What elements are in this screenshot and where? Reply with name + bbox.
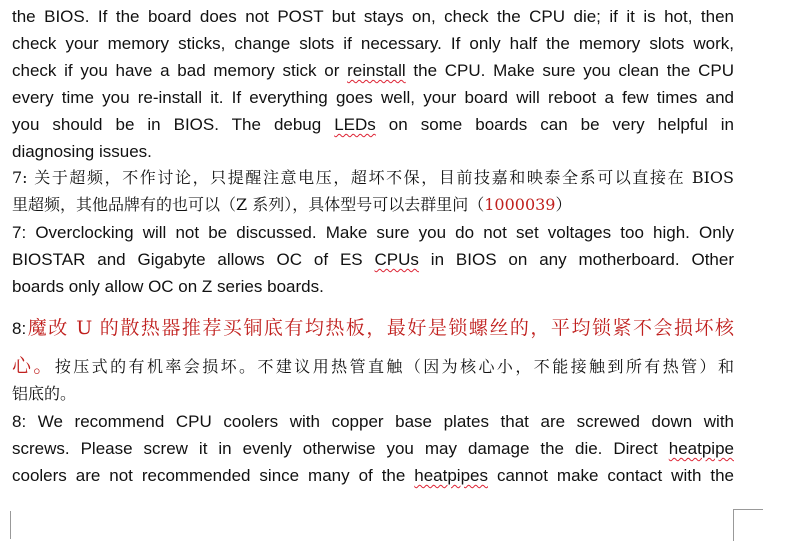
text-line xyxy=(12,6,734,28)
highlight-run: 魔改 U 的散热器推荐买铜底有均热板，最好是锁螺丝的，平均锁紧不会损坏核 xyxy=(26,317,734,339)
text-line xyxy=(12,383,734,405)
text-run: you should be in BIOS. The debug xyxy=(12,115,335,134)
text-run: BIOSTAR and Gigabyte allows OC of ES xyxy=(12,250,375,269)
text-run: boards only allow OC on Z series boards. xyxy=(12,277,324,296)
text-line xyxy=(12,438,734,460)
text-run: 8: xyxy=(12,319,27,338)
text-run: the CPU. Make sure you clean the CPU xyxy=(405,61,734,80)
text-line xyxy=(12,465,734,487)
group-number: 1000039 xyxy=(484,195,556,214)
page-corner-mark-right xyxy=(733,509,763,510)
text-run: in BIOS on any motherboard. Other xyxy=(418,250,734,269)
text-line xyxy=(12,114,734,136)
page-corner-mark-right-vertical xyxy=(733,509,734,541)
text-line xyxy=(12,87,734,109)
text-line xyxy=(12,355,734,378)
text-run: coolers are not recommended since many of the xyxy=(12,466,415,485)
spellcheck-word[interactable]: heatpipe xyxy=(668,439,734,458)
text-run: check your memory sticks, change slots if necessary. If only half the memory slots work, xyxy=(12,34,734,53)
text-run: every time you re-install it. If everything goes well, your board will reboot a few times and xyxy=(12,88,734,107)
text-run: check if you have a bad memory stick or xyxy=(12,61,348,80)
text-line xyxy=(12,276,734,298)
spellcheck-word[interactable]: CPUs xyxy=(374,250,419,269)
spellcheck-word[interactable]: heatpipes xyxy=(414,466,488,485)
text-line xyxy=(12,167,734,189)
text-line xyxy=(12,194,734,216)
text-run: on some boards can be very helpful in xyxy=(375,115,734,134)
spellcheck-word[interactable]: reinstall xyxy=(347,61,406,80)
text-run: the BIOS. If the board does not POST but stays on, check the CPU die; if it is hot, then xyxy=(12,7,734,26)
text-line xyxy=(12,222,734,244)
text-run: ） xyxy=(555,195,572,214)
text-line xyxy=(12,60,734,82)
spellcheck-word[interactable]: LEDs xyxy=(334,115,376,134)
text-run: 7: Overclocking will not be discussed. Make sure you do not set voltages too high. Only xyxy=(12,223,734,242)
page-corner-mark-left xyxy=(10,511,11,539)
highlight-run: 心。 xyxy=(12,355,55,377)
text-line xyxy=(12,141,734,163)
text-run: screws. Please screw it in evenly otherwise you may damage the die. Direct xyxy=(12,439,669,458)
text-run: 按压式的有机率会损坏。不建议用热管直触（因为核心小，不能接触到所有热管）和 xyxy=(54,357,734,376)
text-run: cannot make contact with the xyxy=(488,466,734,485)
text-run: diagnosing issues. xyxy=(12,142,152,161)
text-run: 铝底的。 xyxy=(12,384,77,403)
text-line xyxy=(12,33,734,55)
text-run: 8: We recommend CPU coolers with copper base plates that are screwed down with xyxy=(12,412,734,431)
text-line xyxy=(12,411,734,433)
text-run: 里超频，其他品牌有的也可以（Z 系列），具体型号可以去群里问（ xyxy=(12,195,485,214)
text-run: 7: 关于超频，不作讨论，只提醒注意电压，超坏不保，目前技嘉和映泰全系可以直接在 BIOS xyxy=(12,168,734,187)
text-line xyxy=(12,314,734,343)
text-line xyxy=(12,249,734,271)
